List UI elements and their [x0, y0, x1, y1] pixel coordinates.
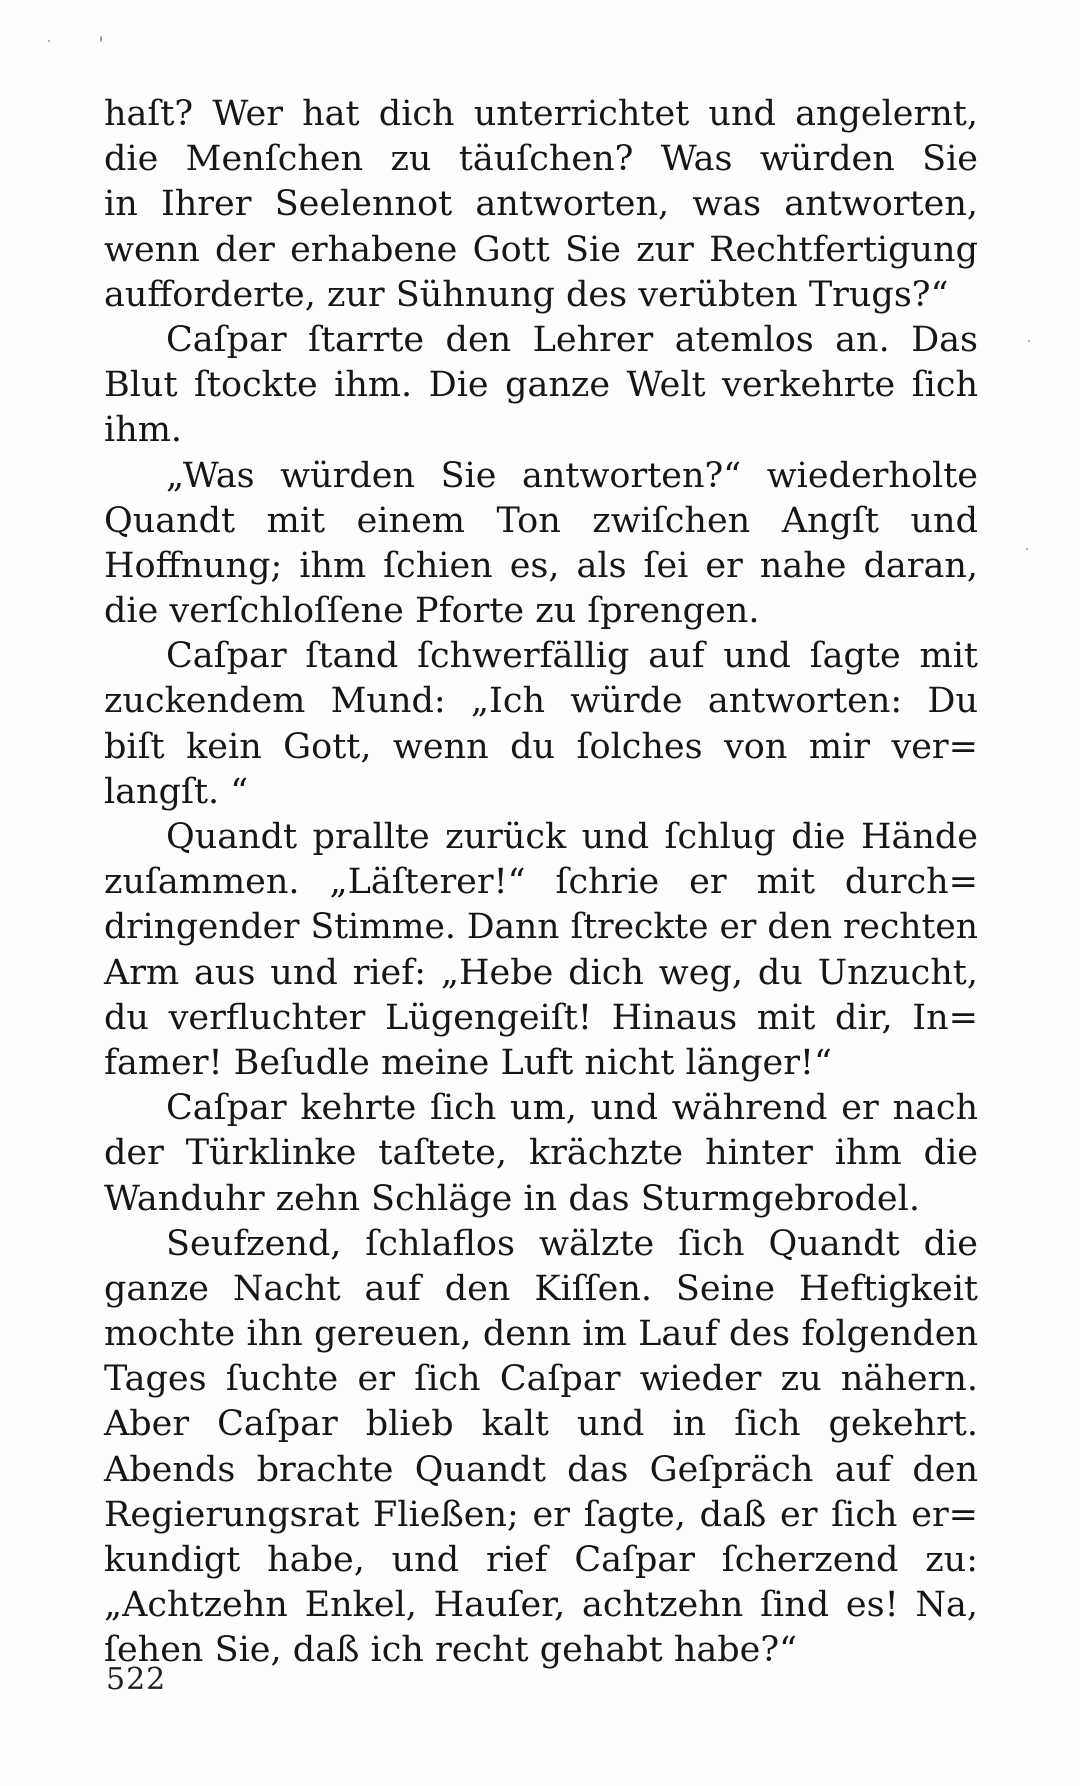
- paragraph-start-line: Seufzend, ſchlaflos wälzte ſich Quandt die: [166, 1223, 978, 1264]
- paper-speck: [1028, 340, 1030, 342]
- text-line: ſehen Sie, daß ich recht gehabt habe?“: [104, 1630, 798, 1671]
- text-line: die Menſchen zu täuſchen? Was würden Sie: [104, 139, 978, 180]
- text-line: kundigt habe, und rief Caſpar ſcherzend zu:: [104, 1540, 978, 1580]
- text-line: haſt? Wer hat dich unterrichtet und angelernt,: [104, 94, 978, 134]
- text-line: wenn der erhabene Gott Sie zur Rechtfertigung: [104, 229, 978, 270]
- text-line: zuſammen. „Läſterer!“ ſchrie er mit durch=: [104, 862, 978, 903]
- text-line: ihm.: [104, 410, 183, 451]
- text-line: langſt. “: [104, 771, 249, 812]
- paper-speck: [1026, 548, 1028, 550]
- body-text: [104, 92, 978, 1674]
- text-line: Tages ſuchte er ſich Caſpar wieder zu nähern.: [104, 1359, 978, 1400]
- text-line: mochte ihn gereuen, denn im Lauf des folgenden: [104, 1314, 978, 1355]
- paragraph-start-line: Caſpar ſtarrte den Lehrer atemlos an. Das: [166, 319, 978, 360]
- text-line: „Achtzehn Enkel, Hauſer, achtzehn ſind es! Na,: [104, 1585, 978, 1626]
- paper-speck: [100, 36, 102, 42]
- page-number: 522: [106, 1662, 167, 1697]
- text-line: famer! Beſudle meine Luft nicht länger!“: [104, 1042, 832, 1083]
- text-line: biſt kein Gott, wenn du ſolches von mir ver=: [104, 726, 978, 767]
- text-line: Abends brachte Quandt das Geſpräch auf den: [104, 1449, 978, 1490]
- text-line: in Ihrer Seelennot antworten, was antworten,: [104, 184, 978, 225]
- text-line: Hoffnung; ihm ſchien es, als ſei er nahe daran,: [104, 545, 978, 586]
- text-line: ganze Nacht auf den Kiſſen. Seine Heftigkeit: [104, 1268, 978, 1309]
- text-line: die verſchloſſene Pforte zu ſprengen.: [104, 591, 760, 632]
- text-line: du verfluchter Lügengeiſt! Hinaus mit dir, In=: [104, 997, 978, 1038]
- paragraph-start-line: Caſpar kehrte ſich um, und während er nach: [166, 1088, 978, 1129]
- text-line: Blut ſtockte ihm. Die ganze Welt verkehrte ſich: [104, 365, 978, 406]
- paragraph-start-line: Quandt prallte zurück und ſchlug die Hände: [166, 817, 978, 857]
- text-line: Aber Caſpar blieb kalt und in ſich gekehrt.: [104, 1404, 978, 1445]
- text-line: Quandt mit einem Ton zwiſchen Angſt und: [104, 500, 978, 541]
- text-line: Arm aus und rief: „Hebe dich weg, du Unzucht,: [104, 952, 978, 993]
- paper-speck: [48, 40, 50, 42]
- text-line: aufforderte, zur Sühnung des verübten Trugs?“: [104, 274, 949, 315]
- paragraph-start-line: „Was würden Sie antworten?“ wiederholte: [166, 455, 978, 496]
- text-line: zuckendem Mund: „Ich würde antworten: Du: [104, 681, 978, 722]
- text-line: der Türklinke taſtete, krächzte hinter ihm die: [104, 1133, 978, 1174]
- text-line: Wanduhr zehn Schläge in das Sturmgebrodel.: [104, 1178, 920, 1219]
- text-line: Regierungsrat Fließen; er ſagte, daß er ſich er=: [104, 1494, 978, 1535]
- text-line: dringender Stimme. Dann ſtreckte er den rechten: [104, 907, 978, 948]
- paragraph-start-line: Caſpar ſtand ſchwerfällig auf und ſagte mit: [166, 636, 978, 677]
